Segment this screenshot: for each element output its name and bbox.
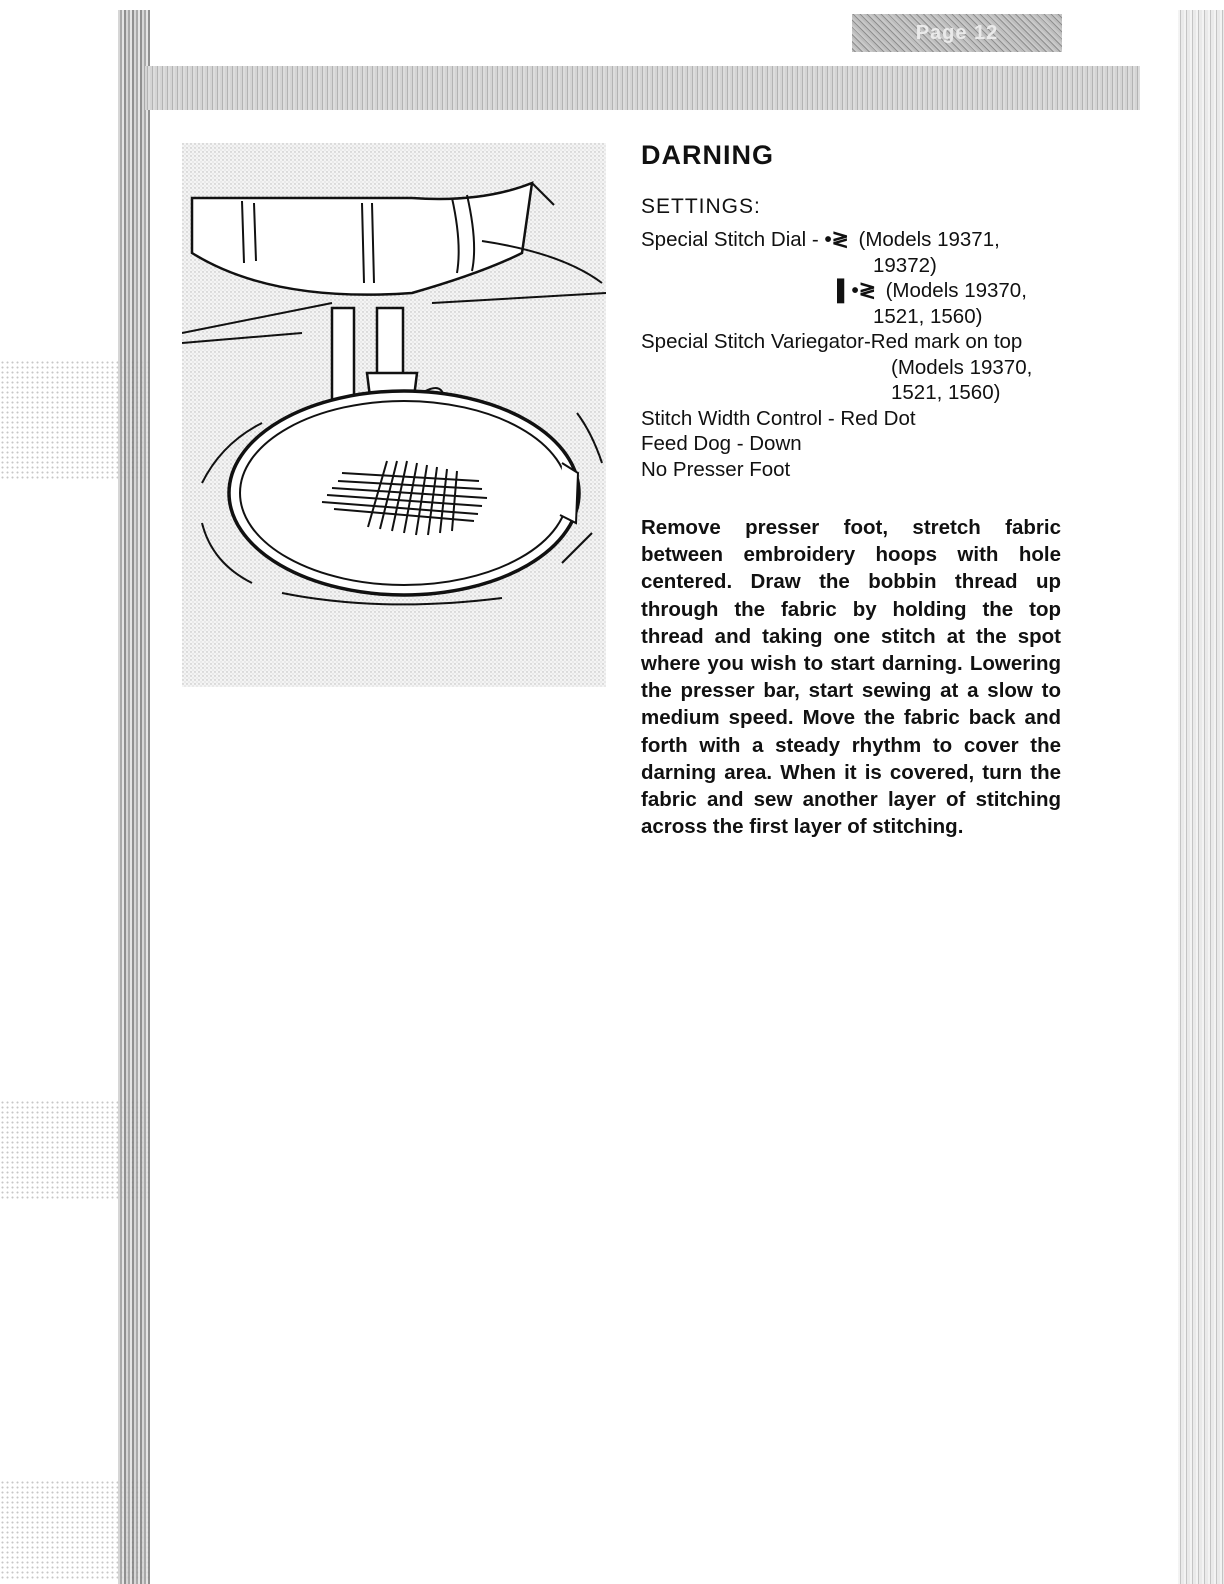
dial-option-2-line (641, 278, 1061, 304)
page-right-edge (1178, 10, 1224, 1584)
variegator-models-cont: 1521, 1560) (891, 381, 1001, 404)
section-title: DARNING (641, 140, 774, 170)
special-stitch-dial-label: Special Stitch Dial - (641, 228, 819, 251)
page-number-tab: Page 12 (852, 14, 1062, 52)
header-band (145, 66, 1140, 110)
page-binding-edge (118, 10, 150, 1584)
darning-section (641, 140, 1061, 840)
dial-option-1-models: (Models 19371, (858, 228, 1000, 251)
dial-option-1-models-cont: 19372) (873, 253, 937, 277)
dial-option-2-models-cont: 1521, 1560) (873, 304, 983, 328)
settings-label: SETTINGS: (641, 195, 761, 218)
variegator-models: (Models 19370, (891, 355, 1033, 379)
feed-dog-setting: Feed Dog - Down (641, 432, 802, 455)
sewing-machine-hoop-drawing (182, 143, 606, 687)
variegator-line: Special Stitch Variegator-Red mark on top (641, 330, 1023, 353)
darning-illustration (182, 143, 606, 687)
special-stitch-dial-line (641, 227, 1061, 253)
stitch-dial-icon: •≷ (824, 228, 849, 251)
presser-foot-setting: No Presser Foot (641, 457, 791, 481)
dial-option-2-models: (Models 19370, (885, 279, 1027, 302)
darning-instructions: Remove presser foot, stretch fabric between embroidery hoops with hole centered. Draw the bobbin thread up through the fabric by holding the top thread and taking one stitch at the spot where you wish to start darning. Lowering the presser bar, start sewing at a slow to medium speed. Move the fabric back and forth with a steady rhythm to cover the darning area. When it is covered, turn the fabric and sew another layer of stitching across the first layer of stitching. (641, 516, 1061, 839)
stitch-dial-alt-icon: ▌•≷ (837, 279, 876, 302)
stitch-width-control: Stitch Width Control - Red Dot (641, 406, 916, 430)
